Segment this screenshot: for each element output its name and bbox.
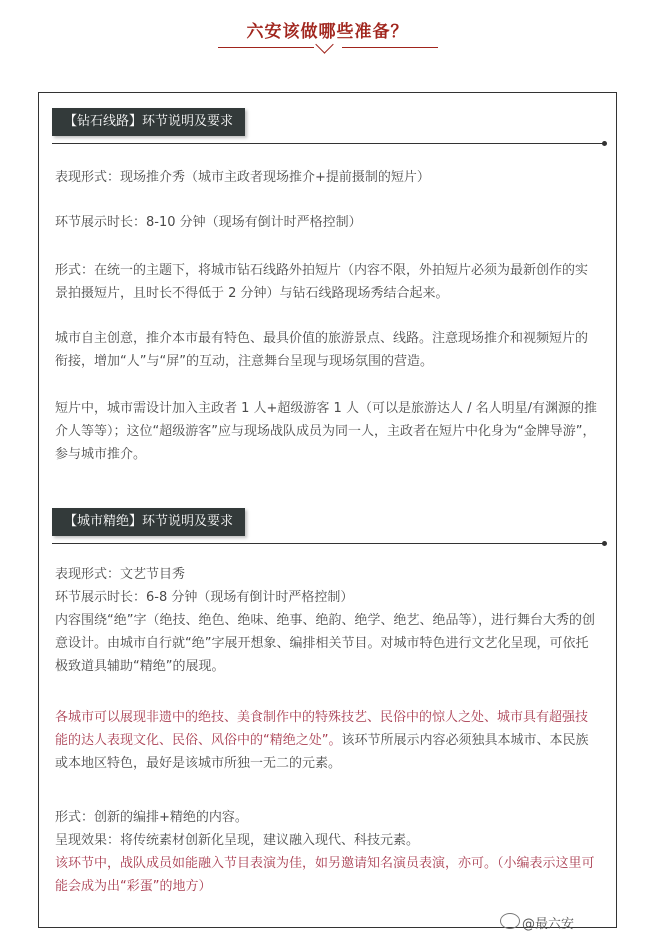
page-title: 六安该做哪些准备？: [246, 22, 409, 42]
paragraph-form: 形式：在统一的主题下，将城市钻石线路外拍短片（内容不限，外拍短片必须为最新创作的实景拍摄短片，且时长不得低于 2 分钟）与钻石线路现场秀结合起来。: [55, 263, 589, 301]
paragraph-duration: 环节展示时长：6-8 分钟（现场有倒计时严格控制）: [55, 590, 354, 605]
section-heading-diamond-route: 【钻石线路】环节说明及要求: [52, 108, 245, 136]
section-divider: [52, 543, 604, 544]
highlight-dark-text: 该环节所展示内容必须独具本城市、本民族或本地区特色，最好是该城市所独一无二的元素。: [55, 733, 589, 771]
paragraph-short-film: 短片中，城市需设计加入主政者 1 人+超级游客 1 人（可以是旅游达人 / 名人明星/有渊源的推介人等等）；这位“超级游客”应与现场战队成员为同一人，主政者在短片中化身为“金牌导游”，参与城市推介。: [55, 401, 597, 462]
paragraph-duration: 环节展示时长：8-10 分钟（现场有倒计时严格控制）: [55, 215, 362, 230]
title-divider-left: [218, 47, 314, 48]
highlight-red-text: 各城市可以展现非遗中的绝技、美食制作中的特殊技艺、民俗中的惊人之处、城市具有超强技能的达人表现文化、民俗、风俗中的“精绝之处”。: [55, 710, 589, 748]
page-header: [0, 0, 655, 60]
section-heading-city-unique: 【城市精绝】环节说明及要求: [52, 508, 245, 536]
watermark-text: @最六安: [522, 917, 575, 932]
paragraph-creativity: 城市自主创意，推介本市最有特色、最具价值的旅游景点、线路。注意现场推介和视频短片的衔接，增加“人”与“屏”的互动，注意舞台呈现与现场氛围的营造。: [55, 331, 589, 369]
paragraph-form: 形式：创新的编排+精绝的内容。: [55, 810, 248, 825]
divider-dot: [602, 141, 607, 146]
paragraph-note: 该环节中，战队成员如能融入节目表演为佳，如另邀请知名演员表演，亦可。（小编表示这里可能会成为出“彩蛋”的地方）: [55, 856, 595, 894]
paragraph-highlight: [55, 706, 600, 775]
title-divider-right: [342, 47, 438, 48]
paragraph-format: 表现形式：文艺节目秀: [55, 567, 186, 582]
section-divider: [52, 143, 604, 144]
paragraph-effect: 呈现效果：将传统素材创新化呈现，建议融入现代、科技元素。: [55, 833, 420, 848]
paragraph-content: 内容围绕“绝”字（绝技、绝色、绝味、绝事、绝韵、绝学、绝艺、绝品等），进行舞台大秀的创意设计。由城市自行就“绝”字展开想象、编排相关节目。对城市特色进行文艺化呈现，可依托极致道具辅助“精绝”的展现。: [55, 613, 595, 674]
paragraph-format: 表现形式：现场推介秀（城市主政者现场推介+提前摄制的短片）: [55, 170, 430, 185]
weibo-logo-icon: [500, 913, 520, 929]
divider-dot: [602, 541, 607, 546]
